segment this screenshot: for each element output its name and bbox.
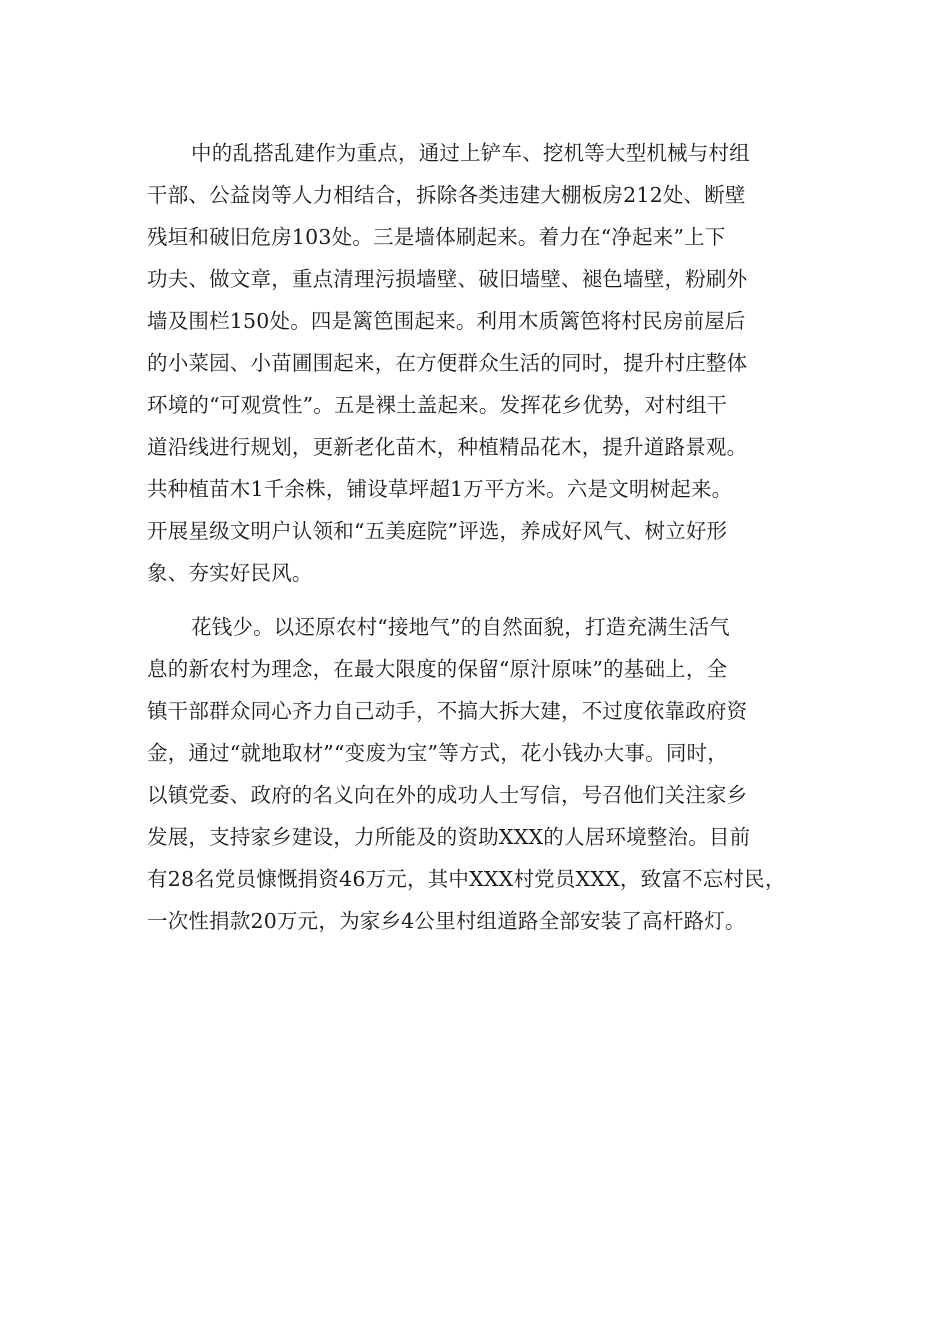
paragraph-line: 镇干部群众同心齐力自己动手，不搞大拆大建，不过度依靠政府资: [147, 699, 748, 723]
paragraph-line: 开展星级文明户认领和“五美庭院”评选，养成好风气、树立好形: [147, 519, 728, 543]
paragraph-line: 息的新农村为理念，在最大限度的保留“原汁原味”的基础上，全: [147, 657, 728, 681]
paragraph-line: 干部、公益岗等人力相结合，拆除各类违建大棚板房212处、断壁: [147, 183, 746, 207]
paragraph-line: 道沿线进行规划，更新老化苗木，种植精品花木，提升道路景观。: [147, 435, 748, 459]
paragraph-line: 的小菜园、小苗圃围起来，在方便群众生活的同时，提升村庄整体: [147, 351, 748, 375]
paragraph-line: 一次性捐款20万元，为家乡4公里村组道路全部安装了高杆路灯。: [147, 909, 746, 933]
paragraph-line: 金，通过“就地取材”“变废为宝”等方式，花小钱办大事。同时，: [147, 741, 728, 765]
paragraph-line: 功夫、做文章，重点清理污损墙壁、破旧墙壁、褪色墙壁，粉刷外: [147, 267, 748, 291]
paragraph-2: [147, 606, 817, 942]
paragraph-line: 有28名党员慷慨捐资46万元，其中XXX村党员XXX，致富不忘村民，: [147, 867, 786, 891]
paragraph-line: 残垣和破旧危房103处。三是墙体刷起来。着力在“净起来”上下: [147, 225, 726, 249]
paragraph-line: 象、夯实好民风。: [147, 561, 313, 585]
paragraph-1: [147, 132, 817, 594]
paragraph-line: 共种植苗木1千余株，铺设草坪超1万平方米。六是文明树起来。: [147, 477, 733, 501]
document-body: [147, 132, 817, 942]
paragraph-line: 以镇党委、政府的名义向在外的成功人士写信，号召他们关注家乡: [147, 783, 748, 807]
paragraph-line: 花钱少。以还原农村“接地气”的自然面貌，打造充满生活气: [191, 615, 730, 639]
paragraph-line: 墙及围栏150处。四是篱笆围起来。利用木质篱笆将村民房前屋后: [147, 309, 746, 333]
paragraph-line: 中的乱搭乱建作为重点，通过上铲车、挖机等大型机械与村组: [191, 141, 750, 165]
paragraph-line: 环境的“可观赏性”。五是裸土盖起来。发挥花乡优势，对村组干: [147, 393, 728, 417]
paragraph-line: 发展，支持家乡建设，力所能及的资助XXX的人居环境整治。目前: [147, 825, 751, 849]
